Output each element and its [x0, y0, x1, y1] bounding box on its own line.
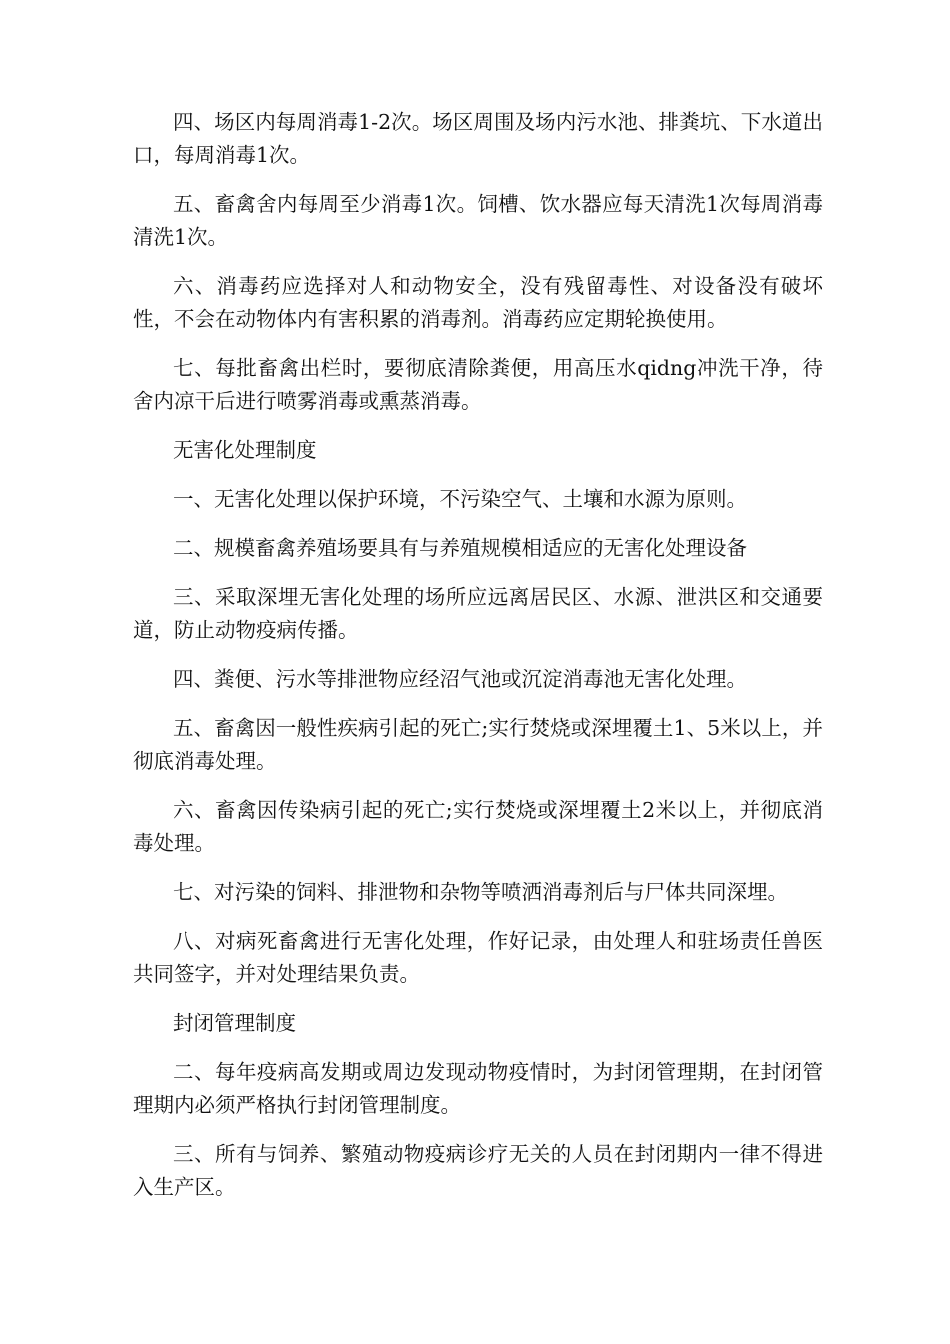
harmless-item-3: 三、采取深埋无害化处理的场所应远离居民区、水源、泄洪区和交通要道，防止动物疫病传播。	[133, 585, 823, 642]
document-body	[133, 106, 823, 1220]
harmless-item-5: 五、畜禽因一般性疾病引起的死亡;实行焚烧或深埋覆土1、5米以上，并彻底消毒处理。	[133, 716, 823, 773]
closed-item-3: 三、所有与饲养、繁殖动物疫病诊疗无关的人员在封闭期内一律不得进入生产区。	[133, 1142, 823, 1199]
closed-section-title: 封闭管理制度	[173, 1011, 296, 1035]
harmless-item-6: 六、畜禽因传染病引起的死亡;实行焚烧或深埋覆土2米以上，并彻底消毒处理。	[133, 798, 823, 855]
disinfection-item-5: 五、畜禽舍内每周至少消毒1次。饲槽、饮水器应每天清洗1次每周消毒清洗1次。	[133, 192, 823, 249]
harmless-item-8: 八、对病死畜禽进行无害化处理，作好记录，由处理人和驻场责任兽医共同签字，并对处理结果负责。	[133, 929, 823, 986]
harmless-item-2: 二、规模畜禽养殖场要具有与养殖规模相适应的无害化处理设备	[173, 536, 747, 560]
disinfection-item-4: 四、场区内每周消毒1-2次。场区周围及场内污水池、排粪坑、下水道出口，每周消毒1次。	[133, 110, 823, 167]
disinfection-item-6: 六、消毒药应选择对人和动物安全，没有残留毒性、对设备没有破坏性，不会在动物体内有害积累的消毒剂。消毒药应定期轮换使用。	[133, 274, 823, 331]
harmless-item-1: 一、无害化处理以保护环境，不污染空气、土壤和水源为原则。	[173, 487, 747, 511]
harmless-section-title: 无害化处理制度	[173, 438, 317, 462]
closed-item-2: 二、每年疫病高发期或周边发现动物疫情时，为封闭管理期，在封闭管理期内必须严格执行封闭管理制度。	[133, 1060, 823, 1117]
harmless-item-7: 七、对污染的饲料、排泄物和杂物等喷洒消毒剂后与尸体共同深埋。	[173, 880, 788, 904]
disinfection-item-7: 七、每批畜禽出栏时，要彻底清除粪便，用高压水qidng冲洗干净，待舍内凉干后进行喷雾消毒或熏蒸消毒。	[133, 356, 823, 413]
harmless-item-4: 四、粪便、污水等排泄物应经沼气池或沉淀消毒池无害化处理。	[173, 667, 747, 691]
